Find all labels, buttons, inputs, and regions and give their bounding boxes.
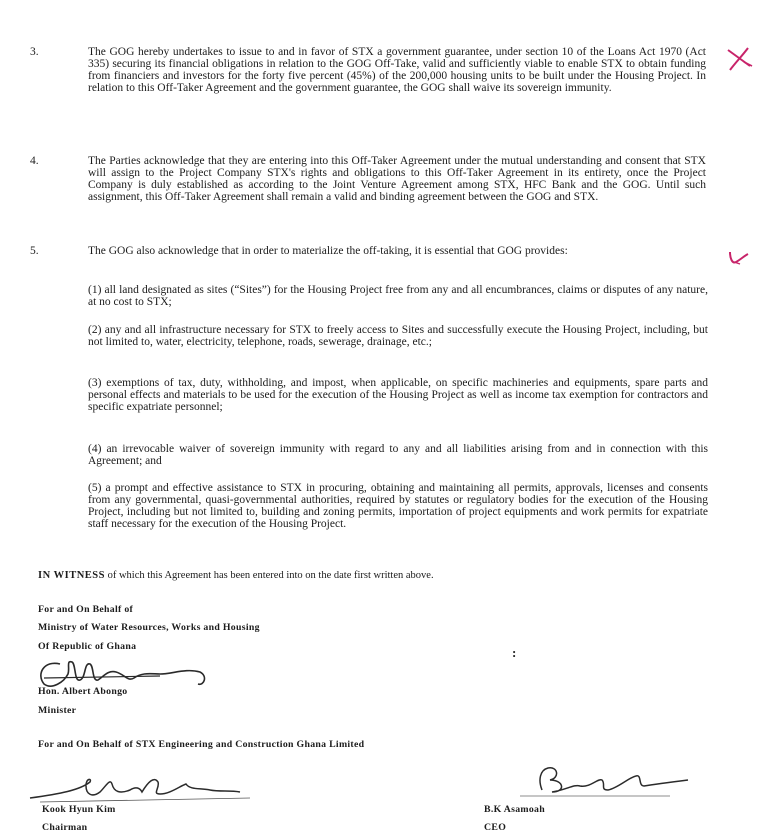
ceo-name: B.K Asamoah bbox=[484, 804, 546, 815]
clause-number: 3. bbox=[30, 46, 39, 58]
gog-behalf-line: For and On Behalf of bbox=[38, 604, 134, 615]
witness-lead: IN WITNESS bbox=[38, 570, 105, 581]
list-item: (2) any and all infrastructure necessary for STX to freely access to Sites and successfully execute the Housing Project, including, but not limited to, water, electricity, telephone, roads, sewerage, drainage, etc.; bbox=[88, 324, 708, 349]
chairman-title: Chairman bbox=[42, 822, 88, 833]
ceo-title: CEO bbox=[484, 822, 507, 833]
list-item: (1) all land designated as sites (“Sites”) for the Housing Project free from any and all encumbrances, claims or disputes of any nature, at no cost to STX; bbox=[88, 284, 708, 309]
stx-behalf-line: For and On Behalf of STX Engineering and Construction Ghana Limited bbox=[38, 739, 365, 750]
minister-title: Minister bbox=[38, 705, 77, 716]
clause-text: The Parties acknowledge that they are entering into this Off-Taker Agreement under the mutual understanding and consent that STX will assign to the Project Company STX's rights and obligations to this Off-Taker Agreement in its entirety, once the Project Company is duly established as according to the Joint Venture Agreement among STX, HFC Bank and the GOG. Until such assignment, this Off-Taker Agreement shall remain a valid and binding agreement between the GOG and STX. bbox=[88, 155, 706, 204]
clause-number: 4. bbox=[30, 155, 39, 167]
witness-statement bbox=[38, 570, 758, 581]
clause-text: The GOG also acknowledge that in order to materialize the off-taking, it is essential that GOG provides: bbox=[88, 245, 568, 257]
witness-text: of which this Agreement has been entered into on the date first written above. bbox=[104, 570, 434, 581]
gog-ministry-line: Ministry of Water Resources, Works and Housing bbox=[38, 622, 260, 633]
list-item: (3) exemptions of tax, duty, withholding, and impost, when applicable, on specific machineries and equipments, spare parts and personal effects and materials to be used for the execution of the Housing Project as well as income tax exemption for contractors and specific expatriate personnel; bbox=[88, 377, 708, 414]
chairman-signature bbox=[20, 768, 260, 808]
minister-name: Hon. Albert Abongo bbox=[38, 686, 128, 697]
check-mark-icon bbox=[724, 244, 754, 270]
list-item: (4) an irrevocable waiver of sovereign immunity with regard to any and all liabilities arising from and in connection with this Agreement; and bbox=[88, 443, 708, 468]
clause-number: 5. bbox=[30, 245, 39, 257]
x-mark-icon bbox=[722, 44, 756, 74]
chairman-name: Kook Hyun Kim bbox=[42, 804, 116, 815]
ceo-signature bbox=[520, 760, 720, 800]
clause-text: The GOG hereby undertakes to issue to and in favor of STX a government guarantee, under section 10 of the Loans Act 1970 (Act 335) securing its financial obligations in relation to the GOG Off-Take, valid and sufficiently viable to enable STX to obtain funding from financiers and investors for the forty five percent (45%) of the 200,000 housing units to be built under the Housing Project. In relation to this Off-Taker Agreement and the government guarantee, the GOG shall waive its sovereign immunity. bbox=[88, 46, 706, 95]
gog-country-line: Of Republic of Ghana bbox=[38, 641, 137, 652]
stray-colon: : bbox=[512, 645, 517, 660]
list-item: (5) a prompt and effective assistance to STX in procuring, obtaining and maintaining all permits, approvals, licenses and consents from any governmental, quasi-governmental authorities, required by statutes or regulatory bodies for the execution of the Housing Project, including but not limited to, building and zoning permits, importation of project equipments and work permits for expatriate staff necessary for the execution of the Housing Project. bbox=[88, 482, 708, 531]
